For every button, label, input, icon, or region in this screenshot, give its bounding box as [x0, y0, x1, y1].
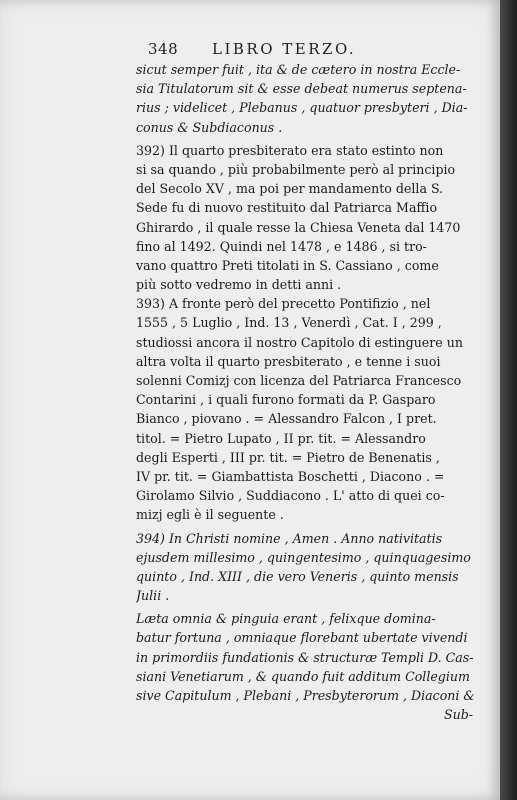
text-line: 1555 , 5 Luglio , Ind. 13 , Venerdì , Cat. I , 299 ,: [136, 315, 442, 331]
text-line: si sa quando , più probabilmente però al principio: [136, 161, 456, 177]
page-header: [148, 40, 448, 60]
text-line: ejusdem millesimo , quingentesimo , quinquagesimo: [136, 549, 471, 565]
text-line: degli Esperti , III pr. tit. = Pietro de Benenatis ,: [136, 449, 440, 465]
text-line: mizj egli è il seguente .: [136, 507, 284, 523]
text-line: Girolamo Silvio , Suddiacono . L' atto di quei co-: [136, 488, 445, 504]
running-head: LIBRO TERZO.: [212, 40, 357, 58]
text-line: del Secolo XV , ma poi per mandamento della S.: [136, 181, 444, 197]
text-line: Contarini , i quali furono formati da P. Gasparo: [136, 392, 436, 408]
text-line: IV pr. tit. = Giambattista Boschetti , Diacono . =: [136, 468, 445, 484]
text-line: vano quattro Preti titolati in S. Cassiano , come: [136, 257, 439, 273]
text-line: altra volta il quarto presbiterato , e tenne i suoi: [136, 353, 441, 369]
text-line: Læta omnia & pinguia erant , felixque domina-: [136, 611, 436, 627]
text-line: titol. = Pietro Lupato , II pr. tit. = Alessandro: [136, 430, 426, 446]
body-text: [136, 60, 504, 724]
text-line: fino al 1492. Quindi nel 1478 , e 1486 , si tro-: [136, 238, 427, 254]
text-line: batur fortuna , omniaque florebant ubertate vivendi: [136, 630, 468, 646]
text-line: Julii .: [136, 588, 170, 604]
text-line: 393) A fronte però del precetto Pontifizio , nel: [136, 296, 431, 312]
text-line: sicut semper fuit , ita & de cætero in nostra Eccle-: [136, 62, 461, 77]
text-line: sive Capitulum , Plebani , Presbyterorum , Diaconi &: [136, 688, 475, 703]
text-line: Bianco , piovano . = Alessandro Falcon , I pret.: [136, 411, 437, 427]
text-line: solenni Comizj con licenza del Patriarca Francesco: [136, 373, 462, 388]
text-line: sia Titulatorum sit & esse debeat numerus septena-: [136, 81, 467, 97]
book-gutter: [500, 0, 517, 800]
text-line: Ghirardo , il quale resse la Chiesa Veneta dal 1470: [136, 219, 461, 235]
text-line: rius ; videlicet , Plebanus , quatuor presbyteri , Dia-: [136, 100, 468, 116]
text-line: 392) Il quarto presbiterato era stato estinto non: [136, 142, 444, 158]
text-line: 394) In Christi nomine , Amen . Anno nativitatis: [136, 530, 443, 546]
text-line: più sotto vedremo in detti anni .: [136, 277, 342, 293]
text-line: studiossi ancora il nostro Capitolo di estinguere un: [136, 334, 463, 350]
page-number: 348: [148, 40, 179, 58]
text-line: Sub-: [444, 707, 474, 723]
text-line: siani Venetiarum , & quando fuit additum Collegium: [136, 668, 470, 684]
text-line: in primordiis fundationis & structuræ Templi D. Cas-: [136, 649, 474, 665]
text-line: Sede fu di nuovo restituito dal Patriarca Maffio: [136, 200, 438, 216]
text-line: quinto , Ind. XIII , die vero Veneris , quinto mensis: [136, 568, 459, 584]
text-line: conus & Subdiaconus .: [136, 119, 283, 135]
